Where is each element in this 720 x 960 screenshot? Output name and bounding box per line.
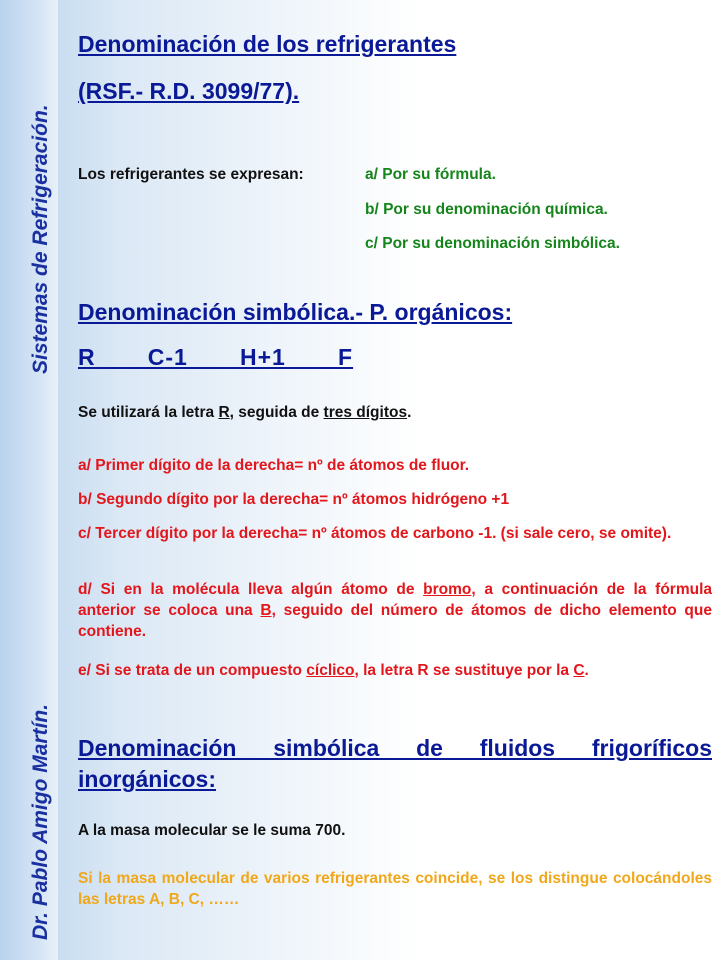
expresan-label: Los refrigerantes se expresan: bbox=[78, 166, 304, 183]
item-d-bromo: bromo bbox=[423, 581, 472, 598]
item-d-text-end: , seguido del número de átomos de dicho elemento que contiene. bbox=[78, 602, 712, 640]
intro-letter-r: R bbox=[218, 404, 230, 421]
item-b: b/ Segundo dígito por la derecha= nº átomos hidrógeno +1 bbox=[78, 491, 510, 508]
item-c: c/ Tercer dígito por la derecha= nº átomos de carbono -1. (si sale cero, se omite). bbox=[78, 525, 672, 542]
intro-text: Se utilizará la letra bbox=[78, 404, 219, 421]
item-d bbox=[78, 579, 712, 642]
main-title-line2: (RSF.- R.D. 3099/77). bbox=[78, 78, 300, 104]
item-e-text-end: . bbox=[584, 662, 589, 679]
expresan-option-b: b/ Por su denominación química. bbox=[365, 201, 608, 218]
main-title-line1: Denominación de los refrigerantes bbox=[78, 31, 457, 57]
item-d-text: d/ Si en la molécula lleva algún átomo de bbox=[78, 581, 424, 598]
section3-line2: Si la masa molecular de varios refrigerantes coincide, se los distingue colocándoles las letras A, B, C, …… bbox=[78, 870, 712, 908]
section3-title: Denominación simbólica de fluidos frigoríficos inorgánicos: bbox=[78, 735, 712, 792]
sidebar-title: Sistemas de Refrigeración. bbox=[29, 104, 52, 374]
item-e-ciclico: cíclico bbox=[306, 662, 355, 679]
item-e-text: e/ Si se trata de un compuesto bbox=[78, 662, 307, 679]
intro-tres-digitos: tres dígitos bbox=[323, 404, 408, 421]
item-d-letter-b: B bbox=[260, 602, 272, 619]
item-e-letter-c: C bbox=[573, 662, 585, 679]
intro-text-mid: , seguida de bbox=[229, 404, 324, 421]
section2-intro bbox=[78, 402, 712, 423]
sidebar-author: Dr. Pablo Amigo Martín. bbox=[29, 703, 52, 940]
expresan-option-a: a/ Por su fórmula. bbox=[365, 166, 496, 183]
item-e-text-mid: , la letra R se sustituye por la bbox=[354, 662, 574, 679]
intro-text-end: . bbox=[407, 404, 412, 421]
item-d-text-mid: , a continuación de la fórmula anterior se coloca una bbox=[78, 581, 713, 619]
expresan-option-c: c/ Por su denominación simbólica. bbox=[365, 235, 620, 252]
section2-title: Denominación simbólica.- P. orgánicos: bbox=[78, 299, 513, 325]
formula: R C-1 H+1 F bbox=[78, 344, 354, 370]
sidebar bbox=[0, 0, 58, 960]
item-a: a/ Primer dígito de la derecha= nº de átomos de fluor. bbox=[78, 457, 470, 474]
item-e bbox=[78, 660, 712, 681]
section3-line1: A la masa molecular se le suma 700. bbox=[78, 822, 346, 839]
